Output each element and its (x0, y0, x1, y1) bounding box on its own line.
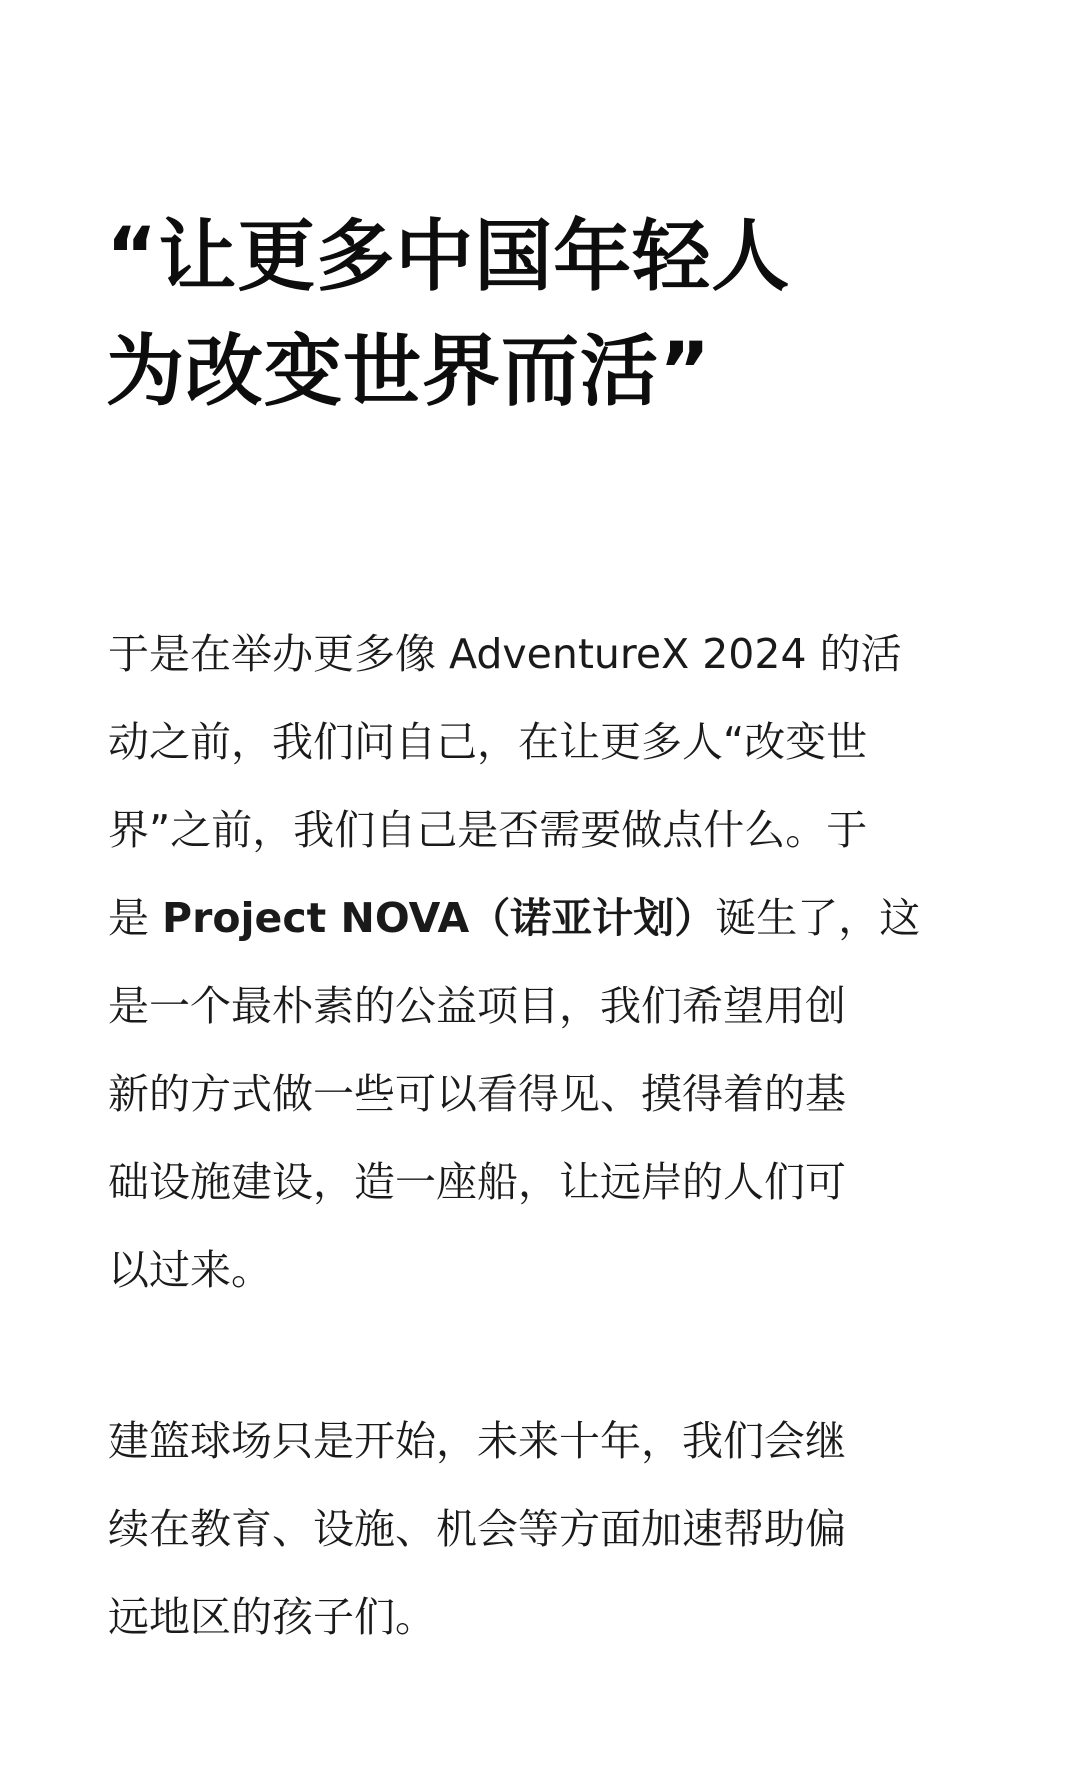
project-name: Project NOVA（诺亚计划） (162, 894, 716, 942)
headline-line-1: “让更多中国年轻人 (106, 212, 791, 302)
paragraph-1-line-1: 于是在举办更多像 AdventureX 2024 的活 (108, 630, 902, 678)
paragraph-2-line-2: 续在教育、设施、机会等方面加速帮助偏 (108, 1505, 846, 1553)
paragraph-1-line-4 (108, 874, 988, 962)
body-paragraph-1 (108, 610, 988, 1314)
line-4-suffix: 诞生了，这 (715, 894, 921, 942)
paragraph-1-line-5: 是一个最朴素的公益项目，我们希望用创 (108, 982, 846, 1030)
paragraph-2-line-3: 远地区的孩子们。 (108, 1593, 436, 1641)
headline-line-2: 为改变世界而活” (106, 327, 712, 417)
paragraph-1-line-2: 动之前，我们问自己，在让更多人“改变世 (108, 718, 868, 766)
paragraph-1-line-7: 础设施建设，造一座船，让远岸的人们可 (108, 1158, 846, 1206)
line-4-prefix: 是 (108, 894, 163, 942)
paragraph-1-line-3: 界”之前，我们自己是否需要做点什么。于 (108, 806, 868, 854)
paragraph-1-line-6: 新的方式做一些可以看得见、摸得着的基 (108, 1070, 846, 1118)
paragraph-2-line-1: 建篮球场只是开始，未来十年，我们会继 (108, 1417, 846, 1465)
headline (106, 200, 966, 430)
body-paragraph-2 (108, 1397, 988, 1661)
paragraph-1-line-8: 以过来。 (108, 1246, 272, 1294)
